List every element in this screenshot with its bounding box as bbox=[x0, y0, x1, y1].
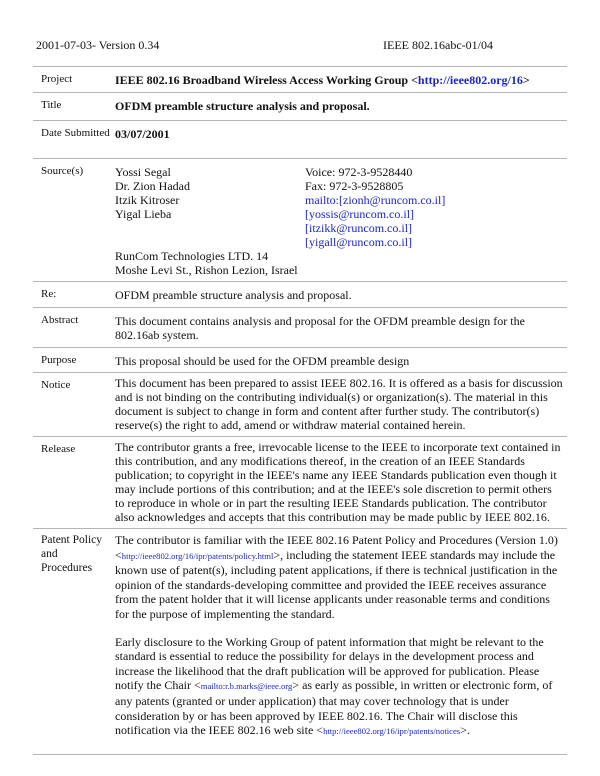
email-link[interactable]: mailto:[zionh@runcom.co.il] bbox=[305, 193, 446, 207]
header-date-version: 2001-07-03- Version 0.34 bbox=[36, 38, 160, 52]
label-purpose: Purpose bbox=[41, 354, 77, 366]
company-name: RunCom Technologies LTD. 14 bbox=[115, 249, 269, 263]
email-link[interactable]: [yigall@runcom.co.il] bbox=[305, 235, 413, 249]
row-patent bbox=[33, 529, 567, 755]
patent-text: Early disclosure to the Working Group of patent information that might be relevant to the standard is essential to reduce the possibility for delays in the development process and increase the likelihood that the draft publication will be approved for publication. Please notify the Chair < bbox=[115, 634, 544, 693]
label-date: Date Submitted bbox=[41, 127, 110, 139]
value-notice: This document has been prepared to assist IEEE 802.16. It is offered as a basis for discussion and is not binding on the contributing individual(s) or organization(s). The material in this document is subject to change in form and content after further study. The contributor(s) reserve(s) the right to add, amend or withdraw material contained herein. bbox=[115, 376, 563, 432]
value-abstract: This document contains analysis and proposal for the OFDM preamble design for the 802.16ab system. bbox=[115, 314, 525, 342]
patent-text: The contributor is familiar with the IEEE 802.16 Patent Policy and Procedures (Version 1.0) < bbox=[115, 533, 558, 562]
value-project bbox=[111, 67, 567, 93]
label-re: Re: bbox=[41, 288, 57, 300]
label-release: Release bbox=[41, 443, 76, 455]
email-link[interactable]: [itzikk@runcom.co.il] bbox=[305, 221, 413, 235]
label-patent: Patent Policy and Procedures bbox=[41, 534, 103, 574]
email-link[interactable]: [yossis@runcom.co.il] bbox=[305, 207, 415, 221]
row-notice bbox=[33, 373, 567, 437]
author-name: Dr. Zion Hadad bbox=[115, 179, 190, 193]
row-release bbox=[33, 437, 567, 529]
source-contacts bbox=[305, 165, 563, 249]
project-link[interactable]: http://ieee802.org/16 bbox=[417, 73, 523, 87]
patent-text: > as early as possible, in written or electronic form, of any patents (granted or under application) that may cover technology that is under consideration by or has been approved by IEEE 802.16. The Chair will disclose this notification via the IEEE 802.16 web site < bbox=[115, 678, 553, 738]
label-project: Project bbox=[41, 73, 73, 85]
author-name: Yossi Segal bbox=[115, 165, 171, 179]
value-patent bbox=[111, 529, 567, 755]
row-title bbox=[33, 93, 567, 121]
cover-sheet-table bbox=[33, 66, 567, 755]
value-re: OFDM preamble structure analysis and proposal. bbox=[115, 288, 352, 302]
value-source bbox=[111, 159, 567, 282]
project-suffix: > bbox=[522, 73, 530, 87]
patent-text: >, including the statement IEEE standards may include the known use of patent(s), including patent applications, if there is technical justification in the opinion of the standards-developing committee and provided the IEEE receives assurance from the patent holder that it will license applicants under reasonable terms and conditions for the purpose of implementing the standard. bbox=[115, 547, 558, 621]
row-purpose bbox=[33, 348, 567, 373]
project-text: IEEE 802.16 Broadband Wireless Access Working Group < bbox=[115, 73, 418, 87]
row-re bbox=[33, 282, 567, 308]
label-notice: Notice bbox=[41, 379, 71, 391]
label-abstract: Abstract bbox=[41, 314, 79, 326]
value-title: OFDM preamble structure analysis and proposal. bbox=[115, 99, 370, 113]
row-date bbox=[33, 121, 567, 159]
row-abstract bbox=[33, 308, 567, 348]
patent-paragraph-1 bbox=[115, 533, 563, 622]
author-name: Yigal Lieba bbox=[115, 207, 172, 221]
fax-number: Fax: 972-3-9528805 bbox=[305, 179, 404, 193]
company-address: Moshe Levi St., Rishon Lezion, Israel bbox=[115, 263, 298, 277]
chair-email-link[interactable]: mailto:r.b.marks@ieee.org bbox=[200, 681, 293, 692]
value-release: The contributor grants a free, irrevocable license to the IEEE to incorporate text contained in this contribution, and any modifications thereof, in the creation of an IEEE Standards publication; to copyright in the IEEE's name any IEEE Standards publication even though it may include portions of this contribution; and at the IEEE's sole discretion to permit others to reproduce in whole or in part the resulting IEEE Standards publication. The contributor also acknowledges and accepts that this contribution may be made public by IEEE 802.16. bbox=[115, 440, 561, 524]
voice-number: Voice: 972-3-9528440 bbox=[305, 165, 413, 179]
source-names bbox=[115, 165, 305, 249]
value-date: 03/07/2001 bbox=[115, 127, 170, 141]
author-name: Itzik Kitroser bbox=[115, 193, 180, 207]
row-project bbox=[33, 67, 567, 93]
patent-paragraph-2 bbox=[115, 635, 563, 739]
label-title: Title bbox=[41, 99, 62, 111]
notices-link[interactable]: http://ieee802.org/16/ipr/patents/notices bbox=[323, 726, 461, 737]
policy-link[interactable]: http://ieee802.org/16/ipr/patents/policy.html bbox=[121, 550, 274, 561]
patent-text: >. bbox=[460, 723, 470, 738]
header-doc-number: IEEE 802.16abc-01/04 bbox=[383, 38, 493, 52]
value-purpose: This proposal should be used for the OFDM preamble design bbox=[115, 354, 410, 368]
row-source bbox=[33, 159, 567, 282]
label-source: Source(s) bbox=[41, 165, 84, 177]
